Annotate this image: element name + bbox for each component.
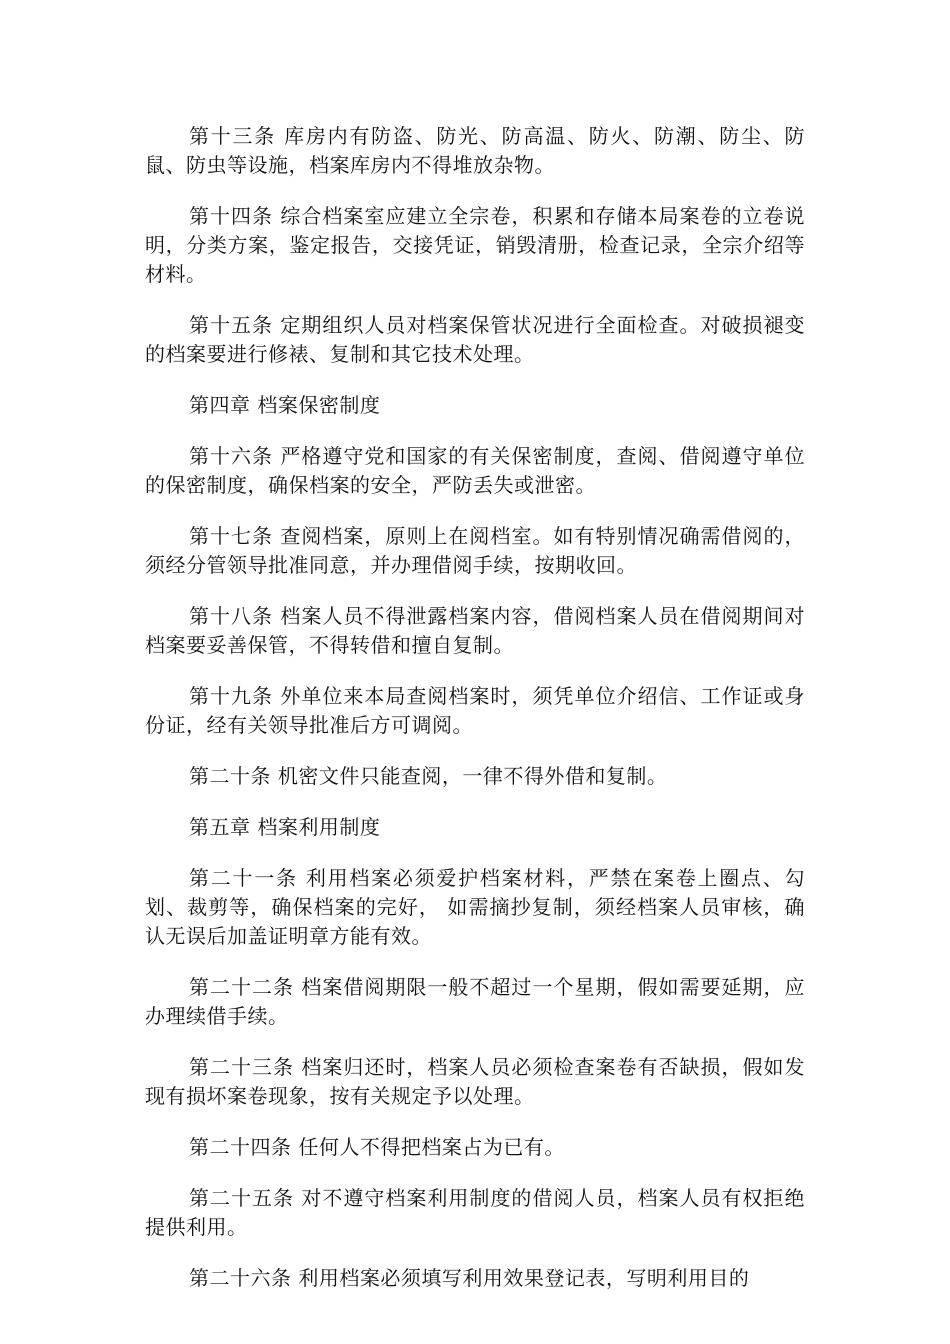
document-page xyxy=(145,122,805,1315)
paragraph-article-22: 第二十二条 档案借阅期限一般不超过一个星期，假如需要延期，应办理续借手续。 xyxy=(145,975,805,1028)
paragraph-article-16: 第十六条 严格遵守党和国家的有关保密制度，查阅、借阅遵守单位的保密制度，确保档案的安全，严防丢失或泄密。 xyxy=(145,444,805,497)
paragraph-article-18: 第十八条 档案人员不得泄露档案内容，借阅档案人员在借阅期间对档案要妥善保管，不得转借和擅自复制。 xyxy=(145,604,805,657)
paragraph-article-25: 第二十五条 对不遵守档案利用制度的借阅人员，档案人员有权拒绝提供利用。 xyxy=(145,1186,805,1239)
paragraph-article-21: 第二十一条 利用档案必须爱护档案材料，严禁在案卷上圈点、勾划、裁剪等，确保档案的完好， 如需摘抄复制，须经档案人员审核，确认无误后加盖证明章方能有效。 xyxy=(145,866,805,948)
paragraph-article-24: 第二十四条 任何人不得把档案占为已有。 xyxy=(189,1135,565,1159)
paragraph-article-13: 第十三条 库房内有防盗、防光、防高温、防火、防潮、防尘、防鼠、防虫等设施，档案库房内不得堆放杂物。 xyxy=(145,124,805,177)
paragraph-article-14: 第十四条 综合档案室应建立全宗卷，积累和存储本局案卷的立卷说明，分类方案，鉴定报告，交接凭证，销毁清册，检查记录，全宗介绍等材料。 xyxy=(145,204,805,286)
chapter-heading-4: 第四章 档案保密制度 xyxy=(189,393,381,417)
paragraph-article-19: 第十九条 外单位来本局查阅档案时，须凭单位介绍信、工作证或身份证，经有关领导批准后方可调阅。 xyxy=(145,684,805,737)
paragraph-article-17: 第十七条 查阅档案，原则上在阅档室。如有特别情况确需借阅的，须经分管领导批准同意，并办理借阅手续，按期收回。 xyxy=(145,524,805,577)
paragraph-article-23: 第二十三条 档案归还时，档案人员必须检查案卷有否缺损，假如发现有损坏案卷现象，按有关规定予以处理。 xyxy=(145,1055,805,1108)
paragraph-article-15: 第十五条 定期组织人员对档案保管状况进行全面检查。对破损褪变的档案要进行修裱、复制和其它技术处理。 xyxy=(145,313,805,366)
chapter-heading-5: 第五章 档案利用制度 xyxy=(189,815,381,839)
paragraph-article-26: 第二十六条 利用档案必须填写利用效果登记表，写明利用目的 xyxy=(189,1266,750,1290)
paragraph-article-20: 第二十条 机密文件只能查阅，一律不得外借和复制。 xyxy=(189,764,668,788)
